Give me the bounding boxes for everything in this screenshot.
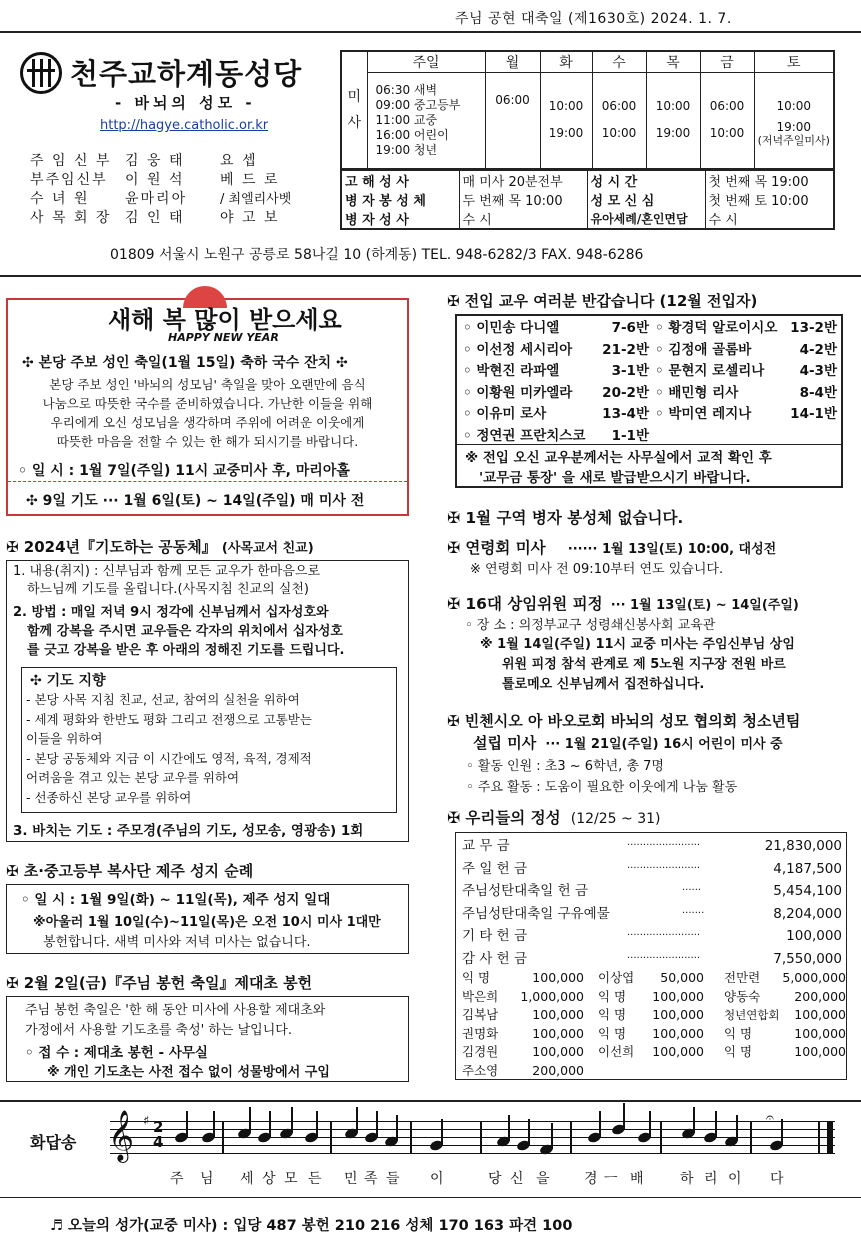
time-signature: 2 4 xyxy=(153,1118,164,1151)
lyric-syllable: 든 xyxy=(308,1171,322,1187)
psalm-label: 화답송 xyxy=(30,1133,77,1152)
noodle-party-title: ✣ 본당 주보 성인 축일(1월 15일) 축하 국수 잔치 ✣ xyxy=(22,355,348,371)
welcome-title: ✠ 전입 교우 여러분 반갑습니다 (12월 전입자) xyxy=(447,292,758,310)
prayer-community-title: ✠ 2024년『기도하는 공동체』 (사목교서 친교) xyxy=(6,538,314,556)
elder-mass-note: ※ 연령회 미사 전 09:10부터 연도 있습니다. xyxy=(470,562,724,577)
mass-schedule-table xyxy=(340,50,835,170)
note-stem xyxy=(528,1119,530,1145)
wednesday-times: 06:00 10:00 xyxy=(592,73,646,169)
lyric-syllable: 이 xyxy=(728,1171,742,1187)
retreat-note: ※ 1월 14일(주일) 11시 교중 미사는 주임신부님 상임 위원 피정 참석 관계로 제 5노원 지구장 전원 바르 톨로메오 신부님께서 집전하십니다. xyxy=(480,637,795,692)
key-sharp-icon: ♯ xyxy=(143,1114,150,1129)
lyric-syllable: 하 xyxy=(680,1171,694,1187)
staff-row: 수 녀 원 윤마리아 / 최엘리사벳 xyxy=(30,191,292,207)
noodle-party-body: 본당 주보 성인 '바뇌의 성모님' 축일을 맞아 오랜만에 음식 나눔으로 따뜻한 국수를 준비하였습니다. 가난한 이들을 위해 우리에게 오신 성모님을 생각하며 주위에 어려운 이웃에게 따뜻한 마음을 전할 수 있는 한 해가 되시기를 바랍니다. xyxy=(42,377,373,449)
note-stem xyxy=(249,1107,251,1133)
note-stem xyxy=(396,1115,398,1141)
jeju-pilgrimage-box: ◦ 일 시 : 1월 9일(화) ~ 11일(목), 제주 성지 일대 ※아울러 1월 10일(수)~11일(목)은 오전 10시 미사 1대만 봉헌합니다. 새벽 미사와 저녁 미사는 없습니다. xyxy=(6,884,409,954)
church-patron: - 바뇌의 성모 - xyxy=(115,94,256,112)
offering-donors: 익 명 100,000 이상엽 50,000 전만련 5,000,000 박은희 1,000,000 익 명 100,000 양동숙 200,000 김복남 100,000 익 명 100,000 청년연합회 100,000 권명화 100,000 익 명 100,000 익 명 100,000 김경원 100,000 이선희 100,000 익 명 100,000 주소영 200,000 xyxy=(462,970,846,1078)
saturday-times: 10:00 19:00 (저녁주일미사) xyxy=(754,73,834,169)
note-stem xyxy=(649,1111,651,1137)
note-stem xyxy=(213,1111,215,1137)
elder-mass-notice: ✠ 연령회 미사 ······ 1월 13일(토) 10:00, 대성전 xyxy=(447,539,777,557)
vincent-notice-title: ✠ 빈첸시오 아 바오로회 바뇌의 성모 협의회 청소년팀 설립 미사 ··· 1월 21일(주일) 16시 어린이 미사 중 xyxy=(447,712,801,752)
barline xyxy=(660,1121,662,1154)
lyric-syllable: 이 xyxy=(430,1171,444,1187)
lyric-syllable: 을 xyxy=(536,1171,550,1187)
final-barline xyxy=(827,1121,833,1154)
welcome-list-left: ◦ 이민송 다니엘 7-6반 ◦ 이선정 세시리아 21-2반 ◦ 박현진 라파엘 3-1반 ◦ 이황원 미카엘라 20-2반 ◦ 이유미 로사 13-4반 ◦ 정연권 프란치스코 1-1반 xyxy=(463,320,649,444)
new-year-english: HAPPY NEW YEAR xyxy=(168,331,279,344)
barline xyxy=(480,1121,482,1154)
day-header: 목 xyxy=(646,51,700,73)
sacrament-schedule-table: 고 해 성 사 매 미사 20분전부 성 시 간 첫 번째 목 19:00 병 자 봉 성 체 두 번째 목 10:00 성 모 신 심 첫 번째 토 10:00 병 자 성 사 수 시 유아세례/혼인면담 수 시 xyxy=(340,169,835,230)
lyric-syllable: 경 xyxy=(584,1171,598,1187)
church-url-link[interactable]: http://hagye.catholic.or.kr xyxy=(100,118,269,133)
barline xyxy=(222,1121,224,1154)
lyric-syllable: 민 xyxy=(344,1171,358,1187)
offering-totals: 교 무 금 ······················· 21,830,000 주 일 헌 금 ······················· 4,187,500 주님성탄대축일 헌 금 ······ 5,454,100 주님성탄대축일 구유예물 ······· 8,204,000 기 타 헌 금 ······················· 100,000 감 사 헌 금 ······················· 7,550,000 xyxy=(462,838,842,967)
sick-communion-notice: ✠ 1월 구역 병자 봉성체 없습니다. xyxy=(447,509,684,527)
lyric-syllable: 배 xyxy=(630,1171,644,1187)
day-header: 금 xyxy=(700,51,754,73)
welcome-list-right: ◦ 황경덕 알로이시오 13-2반 ◦ 김정애 골롬바 4-2반 ◦ 문현지 로셀리나 4-3반 ◦ 배민형 리사 8-4반 ◦ 박미연 레지나 14-1반 xyxy=(655,320,837,422)
staff-row: 부주임신부 이 원 석 베 드 로 xyxy=(30,172,280,188)
staff-row: 주 임 신 부 김 웅 태 요 셉 xyxy=(30,153,258,169)
barline xyxy=(330,1121,332,1154)
day-header: 화 xyxy=(540,51,592,73)
note-stem xyxy=(291,1107,293,1133)
lyric-syllable: ㅡ xyxy=(604,1171,618,1187)
note-stem xyxy=(356,1107,358,1133)
lyric-syllable: 들 xyxy=(386,1171,400,1187)
note-stem xyxy=(441,1119,443,1145)
note-stem xyxy=(316,1111,318,1137)
mass-label: 미사 xyxy=(341,51,367,169)
friday-times: 06:00 10:00 xyxy=(700,73,754,169)
tuesday-times: 10:00 19:00 xyxy=(540,73,592,169)
lyric-syllable: 상 xyxy=(262,1171,276,1187)
lyric-syllable: 리 xyxy=(704,1171,718,1187)
lyric-syllable: 주 xyxy=(170,1171,184,1187)
church-address: 01809 서울시 노원구 공릉로 58나길 10 (하계동) TEL. 948-6282/3 FAX. 948-6286 xyxy=(110,247,644,263)
sunday-times: 06:30 새벽 09:00 중고등부 11:00 교중 16:00 어린이 19:00 청년 xyxy=(367,73,485,169)
note-stem xyxy=(186,1111,188,1137)
note-stem xyxy=(376,1111,378,1137)
barline xyxy=(570,1121,572,1154)
monday-times: 06:00 xyxy=(485,73,540,169)
note-stem xyxy=(599,1111,601,1137)
note-stem xyxy=(508,1115,510,1141)
day-header: 월 xyxy=(485,51,540,73)
top-divider xyxy=(0,31,861,33)
prayer-item-3: 3. 바치는 기도 : 주모경(주님의 기도, 성모송, 영광송) 1회 xyxy=(13,823,364,839)
noodle-party-date: ◦ 일 시 : 1월 7일(주일) 11시 교중미사 후, 마리아홀 xyxy=(18,463,350,479)
jeju-pilgrimage-title: ✠ 초·중고등부 복사단 제주 성지 순례 xyxy=(6,862,254,880)
note-stem xyxy=(693,1107,695,1133)
note-stem xyxy=(781,1119,783,1145)
issue-info: 주님 공현 대축일 (제1630호) 2024. 1. 7. xyxy=(455,11,732,27)
barline xyxy=(410,1121,412,1154)
barline xyxy=(750,1121,752,1154)
day-header: 수 xyxy=(592,51,646,73)
lyric-syllable: 다 xyxy=(770,1171,784,1187)
prayer-community-box xyxy=(6,560,409,842)
welcome-note: ※ 전입 오신 교우분께서는 사무실에서 교적 확인 후 '교무금 통장' 을 새로 발급받으시기 바랍니다. xyxy=(465,450,772,486)
welcome-box xyxy=(455,314,843,488)
staff-row: 사 목 회 장 김 인 태 야 고 보 xyxy=(30,210,280,226)
note-stem xyxy=(551,1123,553,1149)
thursday-times: 10:00 19:00 xyxy=(646,73,700,169)
novena-prayer: ✣ 9일 기도 ··· 1월 6일(토) ~ 14일(주일) 매 미사 전 xyxy=(26,493,365,509)
header-divider xyxy=(0,275,861,277)
lyric-syllable: 신 xyxy=(510,1171,524,1187)
lyric-syllable: 모 xyxy=(284,1171,298,1187)
prayer-item-1: 1. 내용(취지) : 신부님과 함께 모든 교우가 한마음으로 하느님께 기도를 올립니다.(사목지침 친교의 실천) xyxy=(13,564,321,597)
church-logo-icon xyxy=(20,52,62,94)
hymn-numbers: ♬ 오늘의 성가(교중 미사) : 입당 487 봉헌 210 216 성체 170 163 파견 100 xyxy=(50,1218,573,1234)
note-stem xyxy=(715,1111,717,1137)
offering-title: ✠ 우리들의 정성 (12/25 ~ 31) xyxy=(447,809,661,827)
church-name: 천주교하계동성당 xyxy=(70,57,303,91)
retreat-notice: ✠ 16대 상임위원 피정 ··· 1월 13일(토) ~ 14일(주일) xyxy=(447,595,799,613)
lyric-syllable: 족 xyxy=(364,1171,378,1187)
retreat-place: ◦ 장 소 : 의정부교구 성령쇄신봉사회 교육관 xyxy=(465,618,716,633)
prayer-intents-title: ✣ 기도 지향 xyxy=(30,673,106,689)
day-header: 주일 xyxy=(367,51,485,73)
note-stem xyxy=(269,1111,271,1137)
day-header: 토 xyxy=(754,51,834,73)
lyric-syllable: 세 xyxy=(240,1171,254,1187)
candle-offering-title: ✠ 2월 2일(금)『주님 봉헌 축일』제대초 봉헌 xyxy=(6,974,313,992)
lyric-syllable: 당 xyxy=(488,1171,502,1187)
new-year-greeting: 새해 복 많이 받으세요 xyxy=(108,305,342,334)
treble-clef-icon: 𝄞 xyxy=(108,1110,135,1161)
prayer-item-2: 2. 방법 : 매일 저녁 9시 정각에 신부님께서 십자성호와 함께 강복을 주시면 교우들은 각자의 위치에서 십자성호 를 긋고 강복을 받은 후 아래의 정해진 기도를 드립니다. xyxy=(13,605,345,658)
new-year-box xyxy=(6,298,409,516)
offering-box xyxy=(455,832,847,1080)
prayer-intents-box xyxy=(21,667,397,813)
note-stem xyxy=(623,1103,625,1129)
vincent-notice-lines: ◦ 활동 인원 : 초3 ~ 6학년, 총 7명 ◦ 주요 활동 : 도움이 필요한 이웃에게 나눔 활동 xyxy=(466,759,738,795)
prayer-intents-list: - 본당 사목 지침 친교, 선교, 참여의 실천을 위하여 - 세계 평화와 한반도 평화 그리고 전쟁으로 고통받는 이들을 위하여 - 본당 공동체와 지금 이 시간에도 영적, 육적, 경제적 어려움을 겪고 있는 본당 교우를 위하여 - 선종하신 본당 교우를 위하여 xyxy=(26,692,312,805)
candle-offering-box: 주님 봉헌 축일은 '한 해 동안 미사에 사용할 제대초와 가정에서 사용할 기도초를 축성' 하는 날입니다. ◦ 접 수 : 제대초 봉헌 - 사무실 ※ 개인 기도초는 사전 접수 없이 성물방에서 구입 xyxy=(6,996,409,1082)
note-stem xyxy=(736,1115,738,1141)
fermata-icon: 𝄐 xyxy=(766,1110,774,1126)
lyric-syllable: 님 xyxy=(200,1171,214,1187)
